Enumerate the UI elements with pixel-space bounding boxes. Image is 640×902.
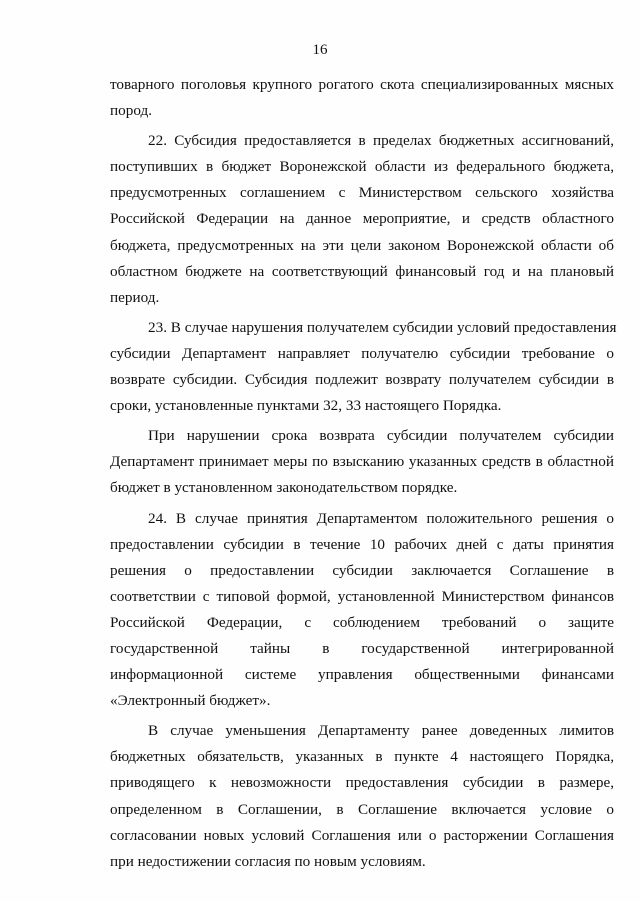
text-line: пород. — [110, 102, 152, 120]
text-line: бюджета, предусмотренных на эти цели законом Воронежской области об — [110, 236, 614, 254]
text-line: поступивших в бюджет Воронежской области из федерального бюджета, — [110, 158, 614, 176]
text-line: определенном в Соглашении, в Соглашение включается условие о — [110, 800, 614, 818]
text-line: соответствии с типовой формой, установленной Министерством финансов — [110, 587, 614, 605]
text-line: При нарушении срока возврата субсидии получателем субсидии — [148, 427, 614, 445]
text-line: «Электронный бюджет». — [110, 692, 271, 710]
text-line: областном бюджете на соответствующий финансовый год и на плановый — [110, 262, 614, 280]
text-line: Российской Федерации на данное мероприятие, и средств областного — [110, 210, 614, 228]
text-line: субсидии Департамент направляет получателю субсидии требование о — [110, 344, 614, 362]
document-body — [110, 72, 617, 875]
page-number: 16 — [312, 42, 328, 58]
text-line: сроки, установленные пунктами 32, 33 настоящего Порядка. — [110, 397, 502, 415]
text-line: предусмотренных соглашением с Министерством сельского хозяйства — [110, 184, 614, 202]
text-line: согласовании новых условий Соглашения или о расторжении Соглашения — [110, 826, 614, 844]
text-line: товарного поголовья крупного рогатого скота специализированных мясных — [110, 76, 614, 93]
text-line: бюджет в установленном законодательством порядке. — [110, 479, 458, 497]
text-line: В случае уменьшения Департаменту ранее доведенных лимитов — [148, 722, 614, 740]
text-line: информационной системе управления общественными финансами — [110, 666, 614, 684]
text-line: Российской Федерации, с соблюдением требований о защите — [110, 613, 614, 631]
text-line: государственной тайны в государственной интегрированной — [110, 639, 614, 657]
text-line: предоставлении субсидии в течение 10 рабочих дней с даты принятия — [110, 535, 614, 553]
text-line: 24. В случае принятия Департаментом положительного решения о — [148, 509, 614, 527]
text-line: приводящего к невозможности предоставления субсидии в размере, — [110, 774, 614, 792]
text-line: 22. Субсидия предоставляется в пределах бюджетных ассигнований, — [148, 132, 614, 150]
text-line: бюджетных обязательств, указанных в пункте 4 настоящего Порядка, — [110, 748, 614, 766]
text-line: при недостижении согласия по новым условиям. — [110, 852, 426, 870]
text-line: 23. В случае нарушения получателем субсидии условий предоставления — [148, 318, 617, 336]
text-line: Департамент принимает меры по взысканию указанных средств в областной — [110, 453, 614, 471]
text-line: решения о предоставлении субсидии заключается Соглашение в — [110, 561, 614, 579]
text-line: период. — [110, 288, 160, 306]
text-line: возврате субсидии. Субсидия подлежит возврату получателем субсидии в — [110, 371, 614, 389]
